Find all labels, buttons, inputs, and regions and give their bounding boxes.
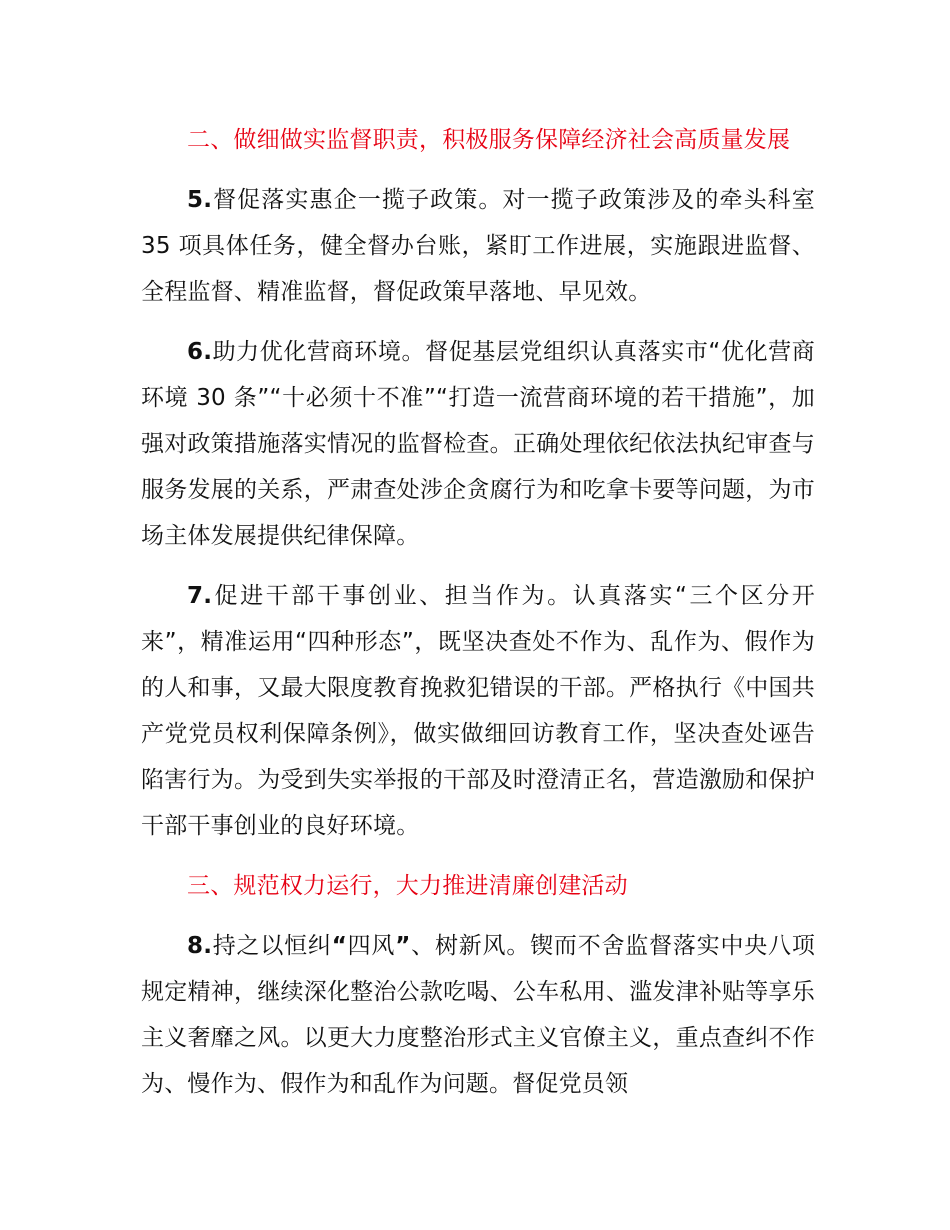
paragraph-item-5 bbox=[141, 177, 815, 315]
item-text: 促进干部干事创业、担当作为。认真落实“三个区分开来”，精准运用“四种形态”，既坚决查处不作为、乱作为、假作为的人和事，又最大限度教育挽救犯错误的干部。严格执行《中国共产党党员权利保障条例》，做实做细回访教育工作，坚决查处诬告陷害行为。为受到失实举报的干部及时澄清正名，营造激励和保护干部干事创业的良好环境。 bbox=[141, 583, 815, 839]
paragraph-item-8 bbox=[141, 923, 815, 1107]
item-text-after: 、树新风。锲而不舍监督落实中央八项规定精神，继续深化整治公款吃喝、公车私用、滥发津补贴等享乐主义奢靡之风。以更大力度整治形式主义官僚主义，重点查纠不作为、慢作为、假作为和乱作为问题。督促党员领 bbox=[141, 933, 816, 1097]
paragraph-item-6 bbox=[141, 329, 815, 559]
item-text: 助力优化营商环境。督促基层党组织认真落实市“优化营商环境 30 条”“十必须十不准”“打造一流营商环境的若干措施”，加强对政策措施落实情况的监督检查。正确处理依纪依法执纪审查与服务发展的关系，严肃查处涉企贪腐行为和吃拿卡要等问题，为市场主体发展提供纪律保障。 bbox=[141, 339, 815, 549]
quote-close: ” bbox=[395, 933, 411, 959]
section-heading-3: 三、规范权力运行，大力推进清廉创建活动 bbox=[187, 873, 628, 899]
item-text: 督促落实惠企一揽子政策。对一揽子政策涉及的牵头科室 35 项具体任务，健全督办台账，紧盯工作进展，实施跟进监督、全程监督、精准监督，督促政策早落地、早见效。 bbox=[141, 187, 815, 305]
document-body bbox=[141, 117, 815, 1107]
item-number: 6. bbox=[187, 339, 213, 365]
section-heading-2: 二、做细做实监督职责，积极服务保障经济社会高质量发展 bbox=[187, 127, 791, 153]
item-number: 7. bbox=[187, 583, 213, 609]
item-number: 5. bbox=[187, 187, 213, 213]
item-number: 8. bbox=[187, 933, 213, 959]
quote-open: “ bbox=[331, 933, 348, 959]
item-text-before: 持之以恒纠 bbox=[212, 933, 332, 959]
item-text-quoted: 四风 bbox=[347, 933, 396, 959]
paragraph-item-7 bbox=[141, 573, 815, 849]
